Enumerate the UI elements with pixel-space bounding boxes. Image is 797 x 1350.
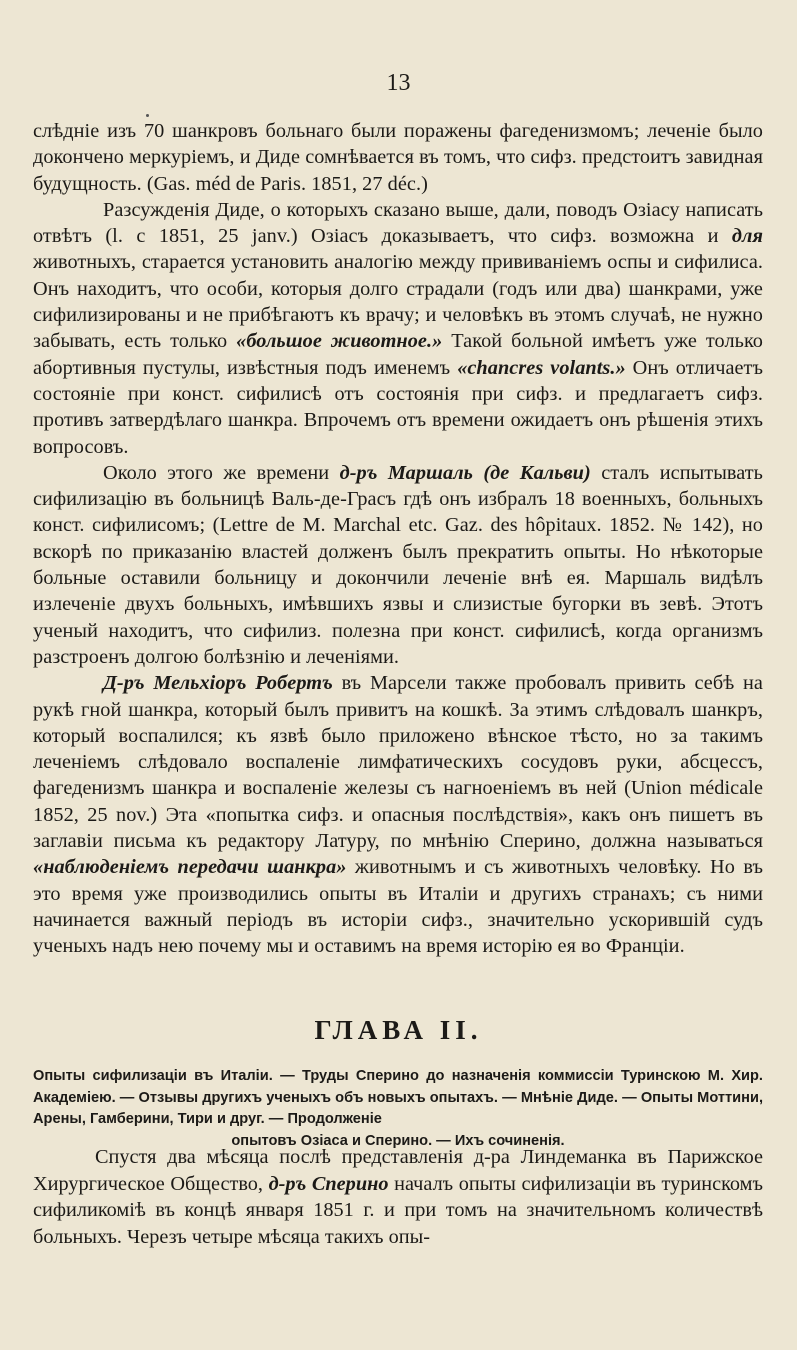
text-run: Такой больной имѣетъ уже только абортивныя пустулы, извѣстныя подъ именемъ xyxy=(33,330,764,379)
paragraph xyxy=(33,460,763,670)
emphasized-text: для xyxy=(731,225,763,248)
emphasized-text: Д-ръ Мельхіоръ Робертъ xyxy=(103,672,333,695)
emphasized-text: «chancres volants.» xyxy=(457,356,626,379)
text-run: слѣдніе изъ 70 шанкровъ больнаго были поражены фагеденизмомъ; леченіе было докончено меркуріемъ, и Диде сомнѣвается въ томъ, что сифз. предстоитъ завидная будущность. (Gas. méd de Paris. 1851, 27 déc.) xyxy=(33,120,763,195)
paragraph xyxy=(33,118,763,197)
emphasized-text: «наблюденіемъ передачи шанкра» xyxy=(33,856,347,879)
text-run: Около этого же времени xyxy=(103,461,340,484)
chapter-summary-last-line: опытовъ Озіаса и Сперино. — Ихъ сочиненія. xyxy=(231,1132,565,1149)
text-run: Онъ отличаетъ состояніе при конст. сифилисѣ отъ состоянія при сифз. и предлагаетъ сифз. противъ затвердѣлаго шанкра. Впрочемъ отъ времени ожидаетъ онъ рѣшенія этихъ вопросовъ. xyxy=(33,356,763,458)
text-run: началъ опыты сифилизаціи въ туринскомъ сифиликоміѣ въ концѣ января 1851 г. и при томъ на значительномъ количествѣ больныхъ. Черезъ четыре мѣсяца такихъ опы- xyxy=(33,1172,764,1248)
chapter-summary xyxy=(33,1066,763,1152)
paragraph xyxy=(33,197,763,460)
emphasized-text: «большое животное.» xyxy=(236,330,443,353)
chapter-heading: ГЛАВА II. xyxy=(314,1015,483,1045)
emphasized-text: д-ръ Маршаль (де Кальви) xyxy=(339,461,591,484)
page-number: 13 xyxy=(386,70,411,96)
ink-speck xyxy=(146,114,149,117)
main-text xyxy=(33,118,763,960)
text-run: животнымъ и съ животныхъ человѣку. Но въ это время уже производились опыты въ Италіи и другихъ странахъ; съ ними начинается важный періодъ въ исторіи сифз., значительно ускорившій судъ ученыхъ надъ нею почему мы и оставимъ на время исторію ея во Франціи. xyxy=(33,856,763,958)
paragraph xyxy=(33,670,763,959)
text-run: животныхъ, старается установить аналогію между прививаніемъ оспы и сифилиса. Онъ находитъ, что особи, которыя долго страдали (годъ или два) шанкрами, уже сифилизированы и не прибѣгаютъ къ врачу; и человѣкъ въ этомъ случаѣ, не нужно забывать, есть только xyxy=(33,251,763,353)
text-run: сталъ испытывать сифилизацію въ больницѣ Валь-де-Грасъ гдѣ онъ избралъ 18 военныхъ, больныхъ конст. сифилисомъ; (Lettre de M. Marchal etc. Gaz. des hôpitaux. 1852. № 142), но вскорѣ по приказанію властей долженъ былъ прекратить опыты. Но нѣкоторые больные оставили больницу и докончили леченіе внѣ ея. Маршаль видѣлъ излеченіе двухъ больныхъ, имѣвшихъ язвы и слизистые бугорки въ зевѣ. Этотъ ученый находитъ, что сифилиз. полезна при конст. сифилисѣ, когда организмъ разстроенъ долгою болѣзнію и леченіями. xyxy=(33,461,763,668)
chapter-summary-text: Опыты сифилизаціи въ Италіи. — Труды Сперино до назначенія коммиссіи Туринскою М. Хир. Академіею. — Отзывы другихъ ученыхъ объ новыхъ опытахъ. — Мнѣніе Диде. — Опыты Моттини, Арены, Гамберини, Тири и друг. — Продолженіе xyxy=(33,1068,763,1127)
chapter-paragraph xyxy=(33,1144,763,1250)
text-run: Спустя два мѣсяца послѣ представленія д-ра Линдеманка въ Парижское Хирургическое Общество, xyxy=(33,1146,763,1195)
chapter-text xyxy=(33,1144,763,1250)
text-run: въ Марсели также пробовалъ привить себѣ на рукѣ гной шанкра, который былъ привитъ на кошкѣ. За этимъ слѣдовалъ шанкръ, который воспалился; къ язвѣ было приложено вѣнское тѣсто, но за такимъ леченіемъ слѣдовало воспаленіе лимфатическихъ сосудовъ руки, абсцессъ, фагеденизмъ шанкра и воспаленіе железы съ нагноеніемъ въ ней (Union médicale 1852, 25 nov.) Эта «попытка сифз. и опасныя послѣдствія», какъ онъ пишетъ въ заглавіи письма къ редактору Латуру, по мнѣнію Сперино, должна называться xyxy=(33,672,763,853)
emphasized-text: д-ръ Сперино xyxy=(268,1172,389,1195)
text-run: Разсужденія Диде, о которыхъ сказано выше, дали, поводъ Озіасу написать отвѣтъ (l. c 1851, 25 janv.) Озіасъ доказываетъ, что сифз. возможна и xyxy=(33,198,763,248)
